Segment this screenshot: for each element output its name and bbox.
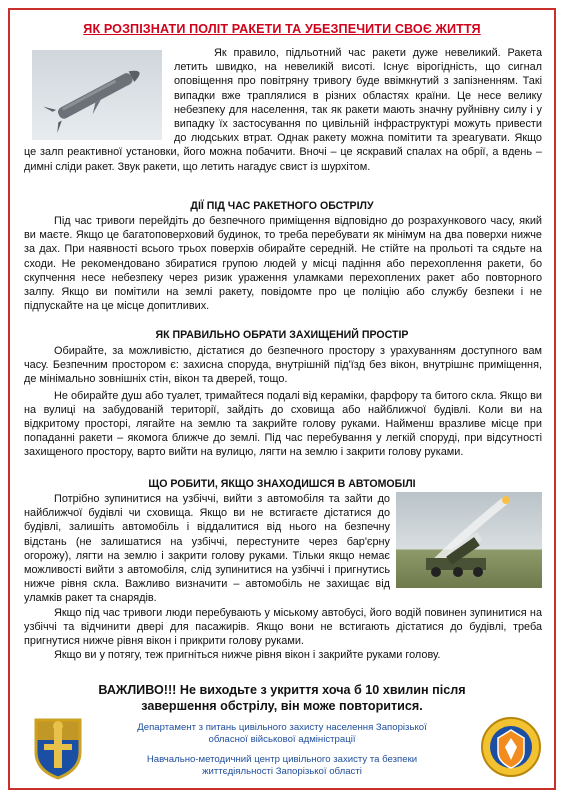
car-paragraph-3: Якщо ви у потягу, теж пригніться нижче рівня вікон і закрийте руками голову. xyxy=(54,649,441,662)
footer-org-2: Навчально-методичний центр цивільного захисту та безпеки життєдіяльності Запорізької області xyxy=(146,754,418,777)
section-heading-shelter: ЯК ПРАВИЛЬНО ОБРАТИ ЗАХИЩЕНИЙ ПРОСТІР xyxy=(155,329,409,341)
car-paragraph-2: Якщо під час тривоги люди перебувають у міському автобусі, його водій повинен зупинитися на узбіччі та відчинити двері для пасажирів. Якщо вони не встигають дістатися до будівлі, треба пригнутися нижче рівня вікон і прикрити голову руками. xyxy=(24,606,542,648)
intro-text xyxy=(24,46,542,174)
footer-org-1: Департамент з питань цивільного захисту населення Запорізької обласної військової адміністрації xyxy=(137,722,427,745)
civil-protection-emblem-icon xyxy=(480,714,542,780)
section-heading-car: ЩО РОБИТИ, ЯКЩО ЗНАХОДИШСЯ В АВТОМОБІЛІ xyxy=(148,478,416,490)
section-heading-rocket-attack: ДІЇ ПІД ЧАС РАКЕТНОГО ОБСТРІЛУ xyxy=(190,200,374,212)
shelter-paragraph-2: Не обирайте душ або туалет, тримайтеся подалі від кераміки, фарфору та битого скла. Якщо ви на вулиці на забудованій території, зайдіть до сховища або найближчої будівлі. Коли ви на відкритому просторі, лягайте на землю та закрийте голову руками. Найменш вразливе місце при попаданні ракети – якомога ближче до землі. Під час перебування у легкій споруді, при відсутності захищеного простору, варто вийти на вулицю, лягти на землю і закрити голову руками. xyxy=(24,389,542,459)
page-title: ЯК РОЗПІЗНАТИ ПОЛІТ РАКЕТИ ТА УБЕЗПЕЧИТИ СВОЄ ЖИТТЯ xyxy=(83,22,481,36)
shelter-paragraph-1: Обирайте, за можливістю, дістатися до безпечного простору з урахуванням доступного вам часу. Безпечним простором є: захисна споруда, внутрішній під'їзд без вікон, внутрішнє приміщення, де мінімально зовнішніх стін, вікон та дверей, тощо. xyxy=(24,345,542,386)
section-shelter-text xyxy=(24,344,542,460)
section-car-text xyxy=(24,492,542,662)
important-notice: ВАЖЛИВО!!! Не виходьте з укриття хоча б 10 хвилин після завершення обстрілу, він може повторитися. xyxy=(98,683,466,713)
car-paragraph-1: Потрібно зупинитися на узбіччі, вийти з автомобіля та зайти до найближчої будівлі чи сховища. Якщо ви не встигаєте дістатися до будівлі, залишіть автомобіль і віддалитися від нього на безпечну відстань (не залишатися на узбіччі, перестуните через бар'єрну огорожу), лягти на землю і закрити голову руками. Тільки якщо немає можливості вийти з автомобіля, слід зупинитися на узбіччі і пригнутись нижче рівня скла. Важливо визначити – автомобіль не захищає від уламків ракет та снарядів. xyxy=(24,493,390,605)
intro-paragraph: Як правило, підльотний час ракети дуже невеликий. Ракета летить швидко, на невеликій висоті. Існує вірогідність, що сигнал оповіщення про повітряну тривогу буде ввімкнутий з запізненням. Такі випадки вже траплялися в різних областях країни. Це несе велику небезпеку для населення, так як ракети мають значну руйнівну силу і у випадку їх застосування по цивільній інфраструктурі можуть привести до людських втрат. Однак ракету можна помітити та зреагувати. Якщо це залп реактивної установки, його можна побачити. Вночі – це яскравий спалах на обрії, а вдень – димні сліди ракет. Звук ракети, що летить нагадує свист із шурхітом. xyxy=(24,47,542,173)
section-rocket-attack-text xyxy=(24,214,542,313)
poster xyxy=(8,8,556,790)
rocket-attack-paragraph: Під час тривоги перейдіть до безпечного приміщення відповідно до розрахункового часу, який ви маєте. Якщо це багатоповерховий будинок, то треба перебувати як мінімум на два поверхи нижче за дах. При наявності всього трьох поверхів обирайте середній. Не стійте на прольоті та сядьте на сходи. Не рекомендовано збиратися групою людей у місці падіння або перехоплення ракети, бо скупчення несе небезпеку через ризик ураження уламками перехоплених ракет або повторного залпу. Якщо ви помітили на землі ракету, повідомте про це поліцію або службу безпеки і не підпускайте на це місце допитливих. xyxy=(24,215,542,313)
zaporizhzhia-coat-of-arms-icon xyxy=(30,714,86,780)
